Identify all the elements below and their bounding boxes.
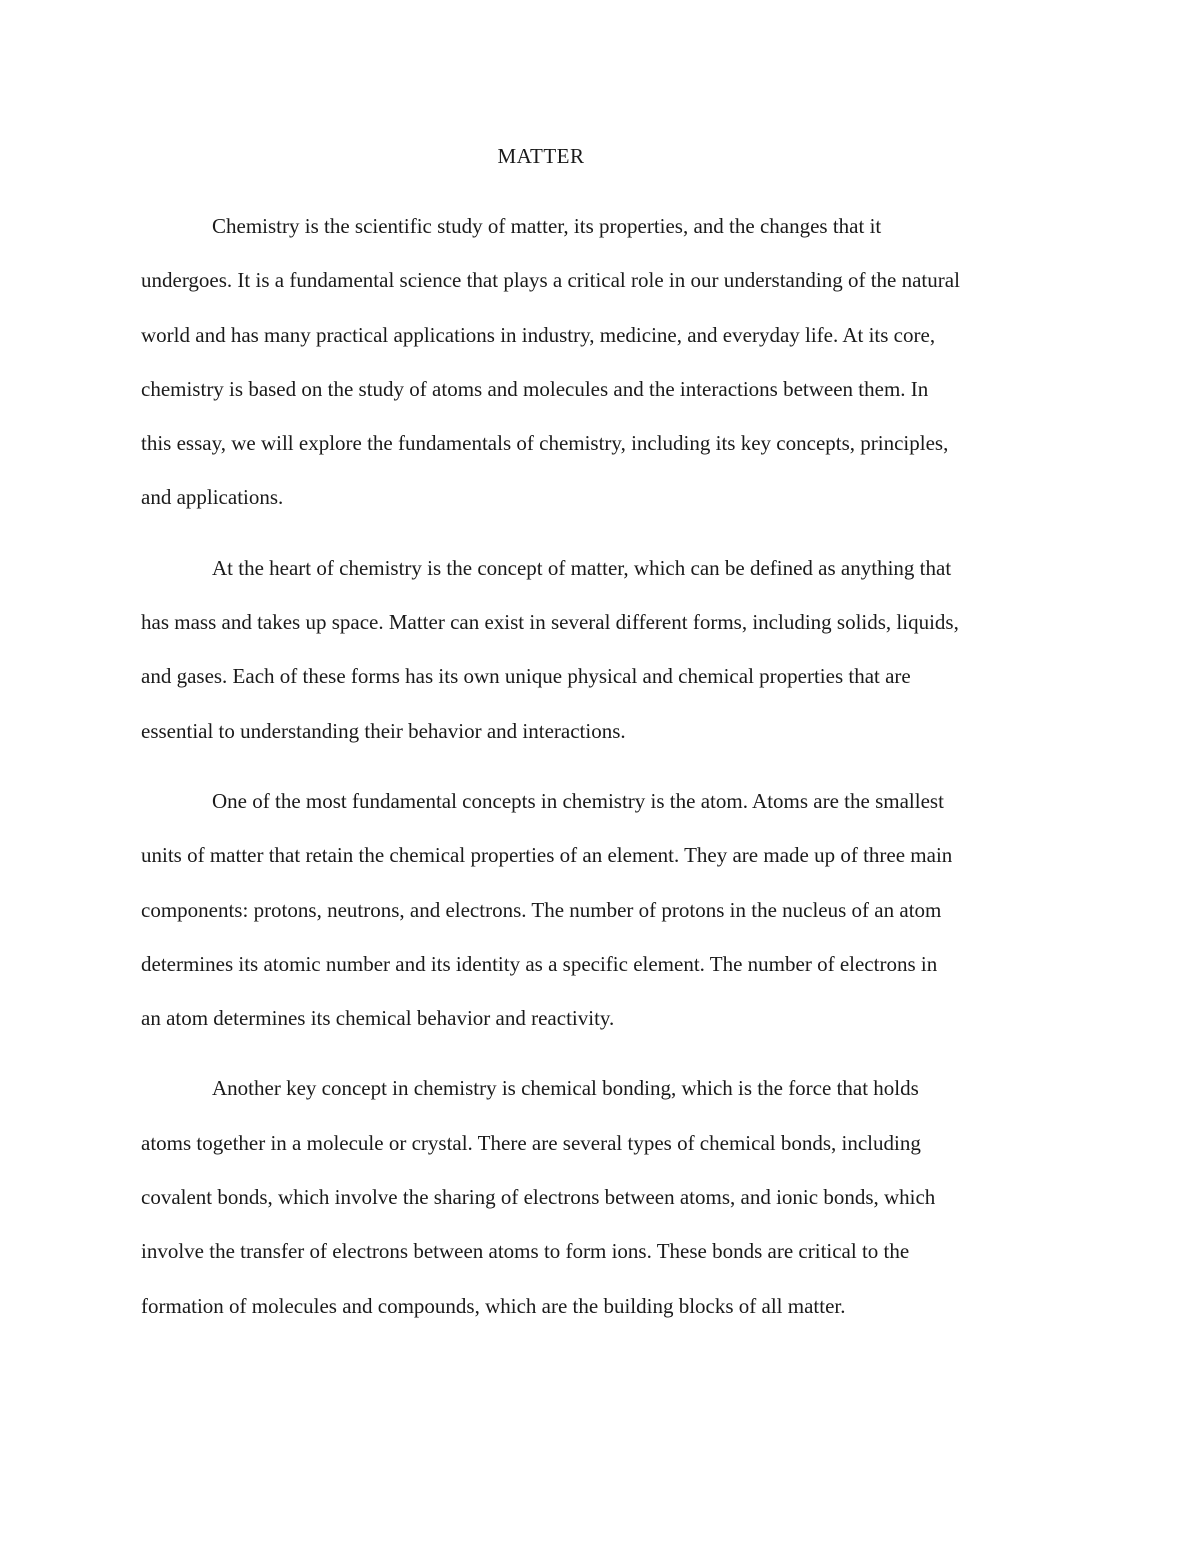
paragraph-3: [141, 778, 1066, 1049]
paragraph-line: this essay, we will explore the fundamentals of chemistry, including its key concepts, principles,: [141, 431, 949, 456]
paragraph-line: an atom determines its chemical behavior and reactivity.: [141, 1006, 615, 1031]
paragraph-line: undergoes. It is a fundamental science that plays a critical role in our understanding of the natural: [141, 268, 960, 293]
paragraph-line: and gases. Each of these forms has its own unique physical and chemical properties that are: [141, 664, 911, 689]
paragraph-4: [141, 1065, 1066, 1336]
paragraph-line: chemistry is based on the study of atoms and molecules and the interactions between them. In: [141, 376, 929, 401]
paragraph-line: One of the most fundamental concepts in chemistry is the atom. Atoms are the smallest: [212, 788, 944, 813]
paragraph-line: units of matter that retain the chemical properties of an element. They are made up of three main: [141, 843, 953, 868]
paragraph-line: and applications.: [141, 485, 284, 510]
paragraph-line: Chemistry is the scientific study of matter, its properties, and the changes that it: [212, 214, 882, 238]
paragraph-line: world and has many practical applications in industry, medicine, and everyday life. At its core,: [141, 322, 936, 347]
document-body: [141, 203, 1066, 1353]
paragraph-line: At the heart of chemistry is the concept of matter, which can be defined as anything that: [212, 555, 952, 580]
paragraph-1: [141, 203, 1066, 529]
paragraph-line: covalent bonds, which involve the sharing of electrons between atoms, and ionic bonds, which: [141, 1185, 936, 1210]
paragraph-line: determines its atomic number and its identity as a specific element. The number of electrons in: [141, 951, 938, 976]
paragraph-line: atoms together in a molecule or crystal. There are several types of chemical bonds, including: [141, 1130, 921, 1155]
paragraph-line: formation of molecules and compounds, which are the building blocks of all matter.: [141, 1293, 846, 1318]
paragraph-line: has mass and takes up space. Matter can exist in several different forms, including solids, liquids,: [141, 610, 959, 635]
document-title: MATTER: [497, 144, 585, 168]
paragraph-line: components: protons, neutrons, and electrons. The number of protons in the nucleus of an atom: [141, 897, 942, 922]
paragraph-2: [141, 545, 1066, 762]
paragraph-line: essential to understanding their behavior and interactions.: [141, 718, 626, 743]
paragraph-line: Another key concept in chemistry is chemical bonding, which is the force that holds: [212, 1076, 919, 1101]
paragraph-line: involve the transfer of electrons between atoms to form ions. These bonds are critical to the: [141, 1239, 910, 1264]
